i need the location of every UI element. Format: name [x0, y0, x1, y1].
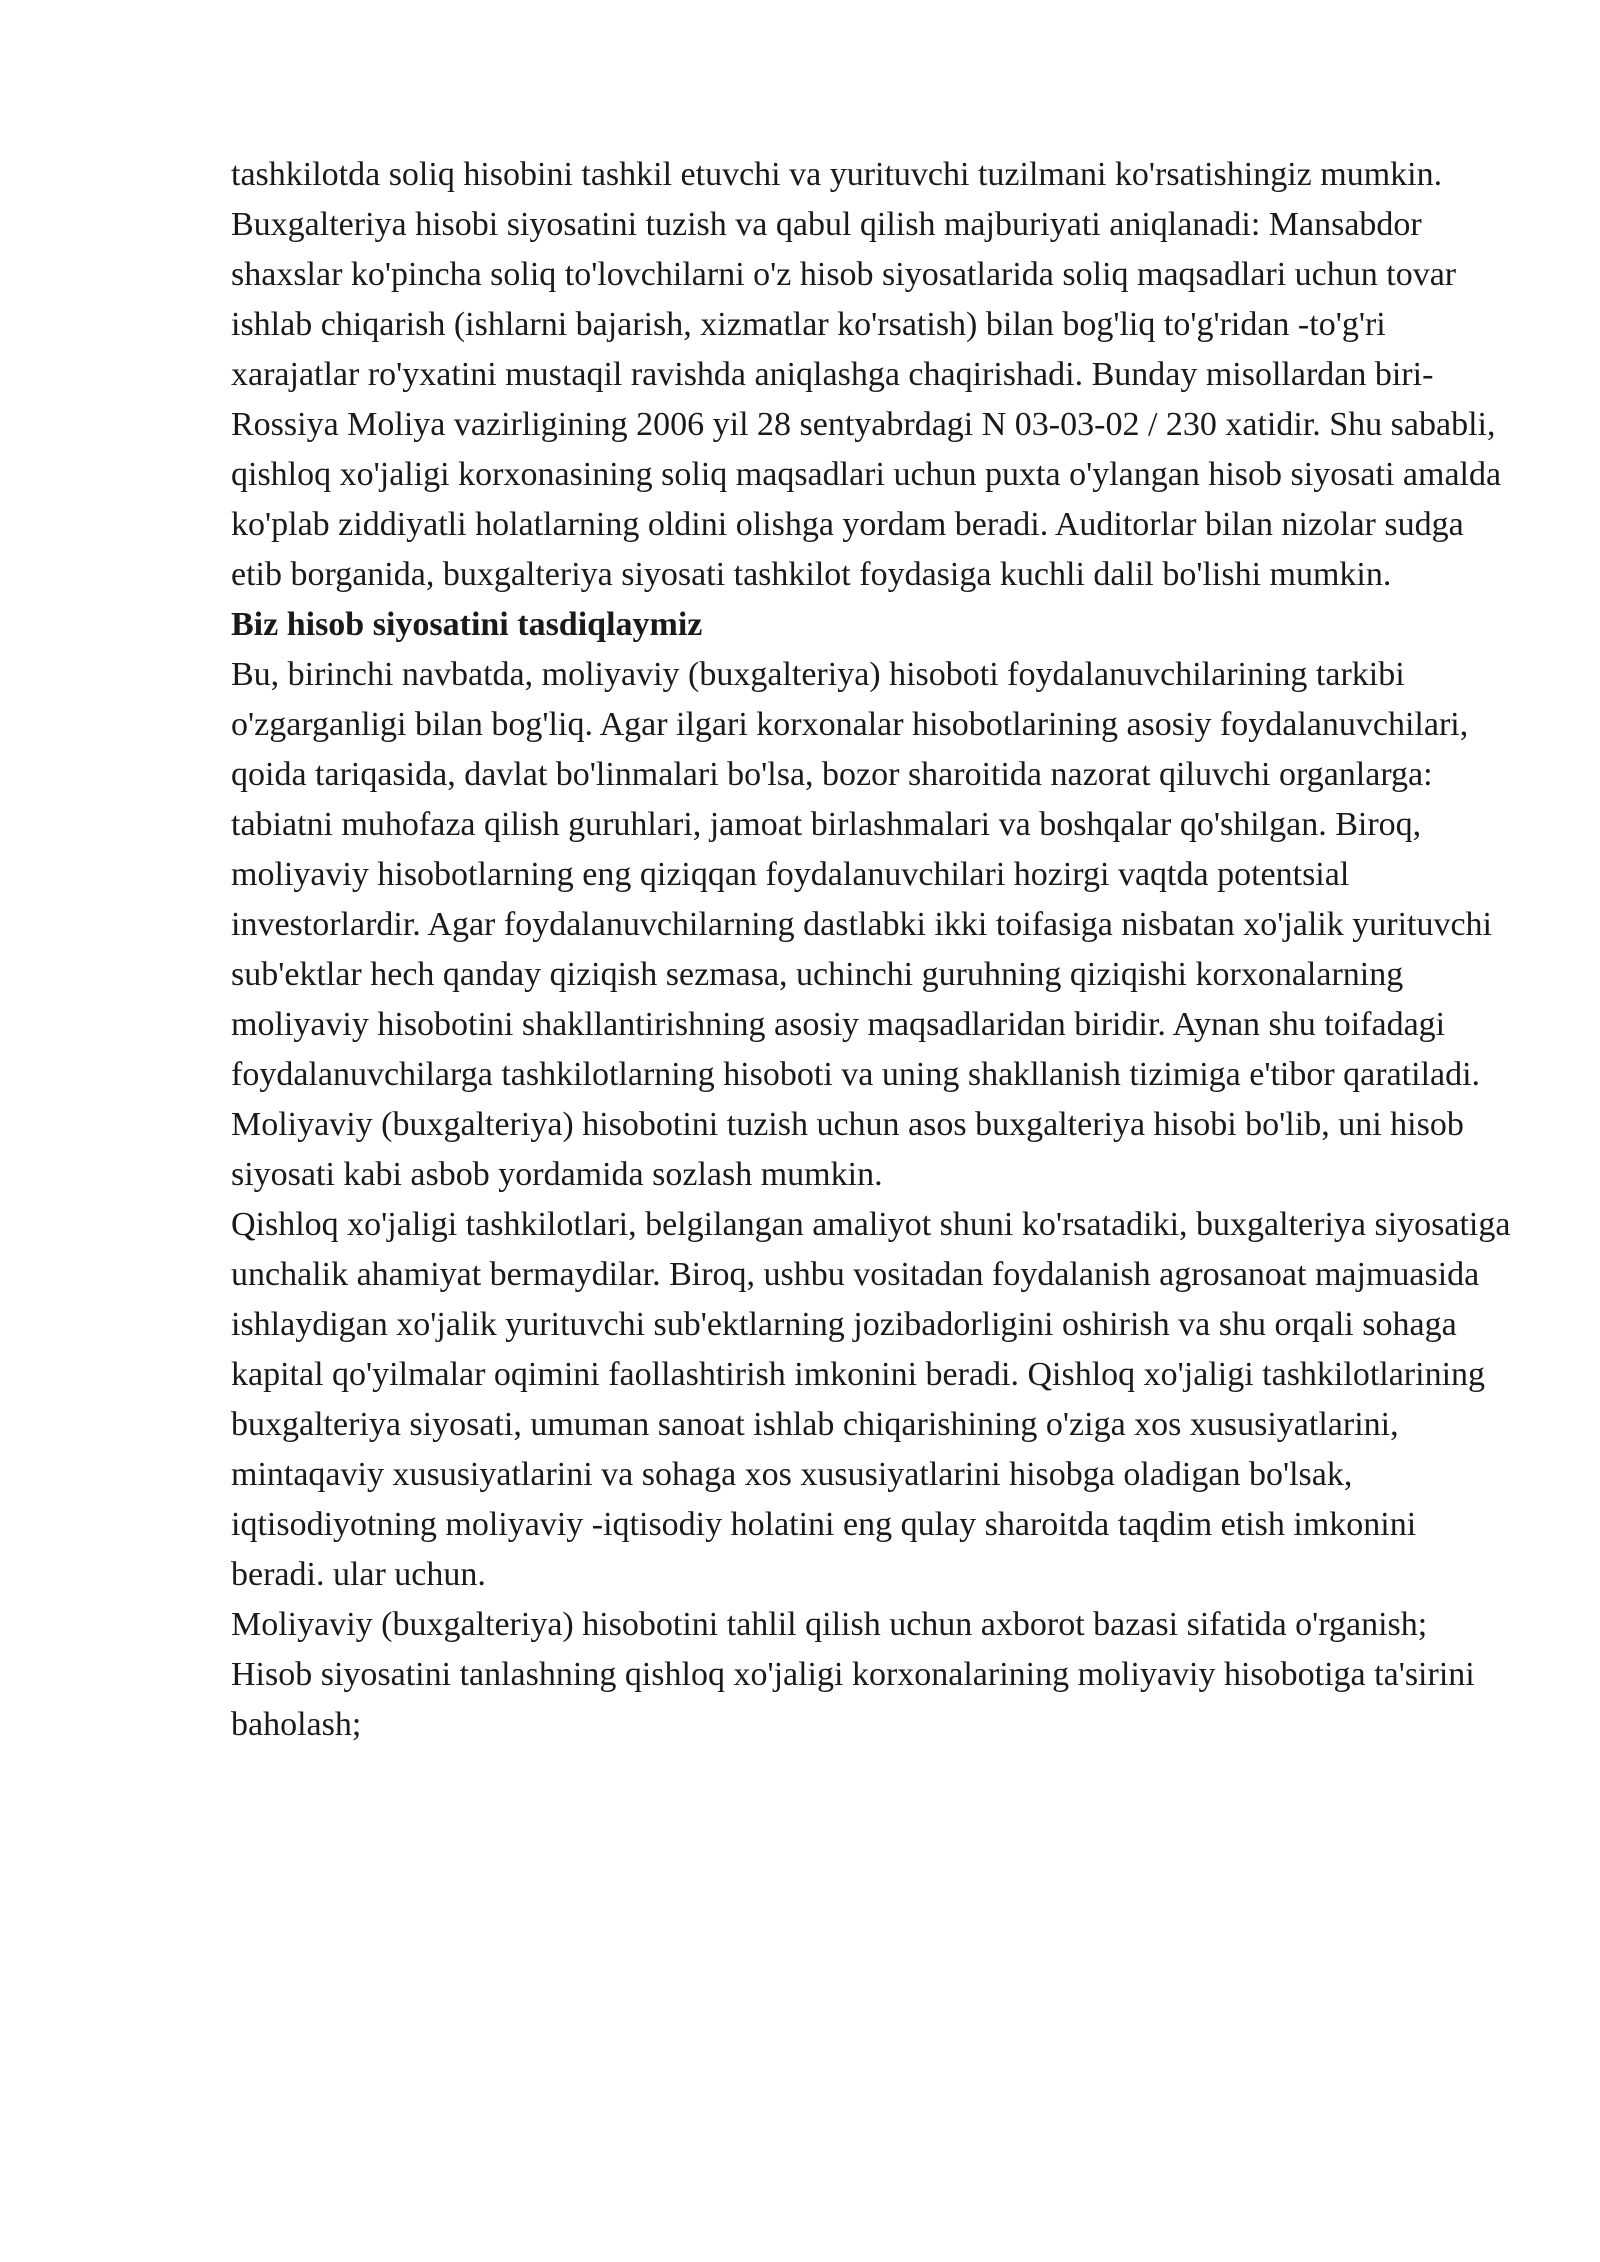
list-item-assessment: Hisob siyosatini tanlashning qishloq xo'jaligi korxonalarining moliyaviy hisobotiga ta'sirini baholash;: [231, 1656, 1475, 1743]
document-page: [231, 150, 1511, 1750]
paragraph-intro: tashkilotda soliq hisobini tashkil etuvchi va yurituvchi tuzilmani ko'rsatishingiz mumkin.: [231, 156, 1443, 193]
paragraph-obligation: Buxgalteriya hisobi siyosatini tuzish va qabul qilish majburiyati aniqlanadi: Mansabdor shaxslar ko'pincha soliq to'lovchilarni o'z hisob siyosatlarida soliq maqsadlari uchun tovar ishlab chiqarish (ishlarni bajarish, xizmatlar ko'rsatish) bilan bog'liq to'g'ridan -to'g'ri xarajatlar ro'yxatini mustaqil ravishda aniqlashga chaqirishadi. Bunday misollardan biri-Rossiya Moliya vazirligining 2006 yil 28 sentyabrdagi N 03-03-02 / 230 xatidir. Shu sababli, qishloq xo'jaligi korxonasining soliq maqsadlari uchun puxta o'ylangan hisob siyosati amalda ko'plab ziddiyatli holatlarning oldini olishga yordam beradi. Auditorlar bilan nizolar sudga etib borganida, buxgalteriya siyosati tashkilot foydasiga kuchli dalil bo'lishi mumkin.: [231, 206, 1502, 593]
paragraph-agriculture: Qishloq xo'jaligi tashkilotlari, belgilangan amaliyot shuni ko'rsatadiki, buxgalteriya siyosatiga unchalik ahamiyat bermaydilar. Biroq, ushbu vositadan foydalanish agrosanoat majmuasida ishlaydigan xo'jalik yurituvchi sub'ektlarning jozibadorligini oshirish va shu orqali sohaga kapital qo'yilmalar oqimini faollashtirish imkonini beradi. Qishloq xo'jaligi tashkilotlarining buxgalteriya siyosati, umuman sanoat ishlab chiqarishining o'ziga xos xususiyatlarini, mintaqaviy xususiyatlarini va sohaga xos xususiyatlarini hisobga oladigan bo'lsak, iqtisodiyotning moliyaviy -iqtisodiy holatini eng qulay sharoitda taqdim etish imkonini beradi. ular uchun.: [231, 1206, 1511, 1593]
list-item-study: Moliyaviy (buxgalteriya) hisobotini tahlil qilish uchun axborot bazasi sifatida o'rganish;: [231, 1606, 1428, 1643]
paragraph-users: Bu, birinchi navbatda, moliyaviy (buxgalteriya) hisoboti foydalanuvchilarining tarkibi o'zgarganligi bilan bog'liq. Agar ilgari korxonalar hisobotlarining asosiy foydalanuvchilari, qoida tariqasida, davlat bo'linmalari bo'lsa, bozor sharoitida nazorat qiluvchi organlarga: tabiatni muhofaza qilish guruhlari, jamoat birlashmalari va boshqalar qo'shilgan. Biroq, moliyaviy hisobotlarning eng qiziqqan foydalanuvchilari hozirgi vaqtda potentsial investorlardir. Agar foydalanuvchilarning dastlabki ikki toifasiga nisbatan xo'jalik yurituvchi sub'ektlar hech qanday qiziqish sezmasa, uchinchi guruhning qiziqishi korxonalarning moliyaviy hisobotini shakllantirishning asosiy maqsadlaridan biridir. Aynan shu toifadagi foydalanuvchilarga tashkilotlarning hisoboti va uning shakllanish tizimiga e'tibor qaratiladi. Moliyaviy (buxgalteriya) hisobotini tuzish uchun asos buxgalteriya hisobi bo'lib, uni hisob siyosati kabi asbob yordamida sozlash mumkin.: [231, 656, 1493, 1193]
section-heading: Biz hisob siyosatini tasdiqlaymiz: [231, 606, 703, 643]
